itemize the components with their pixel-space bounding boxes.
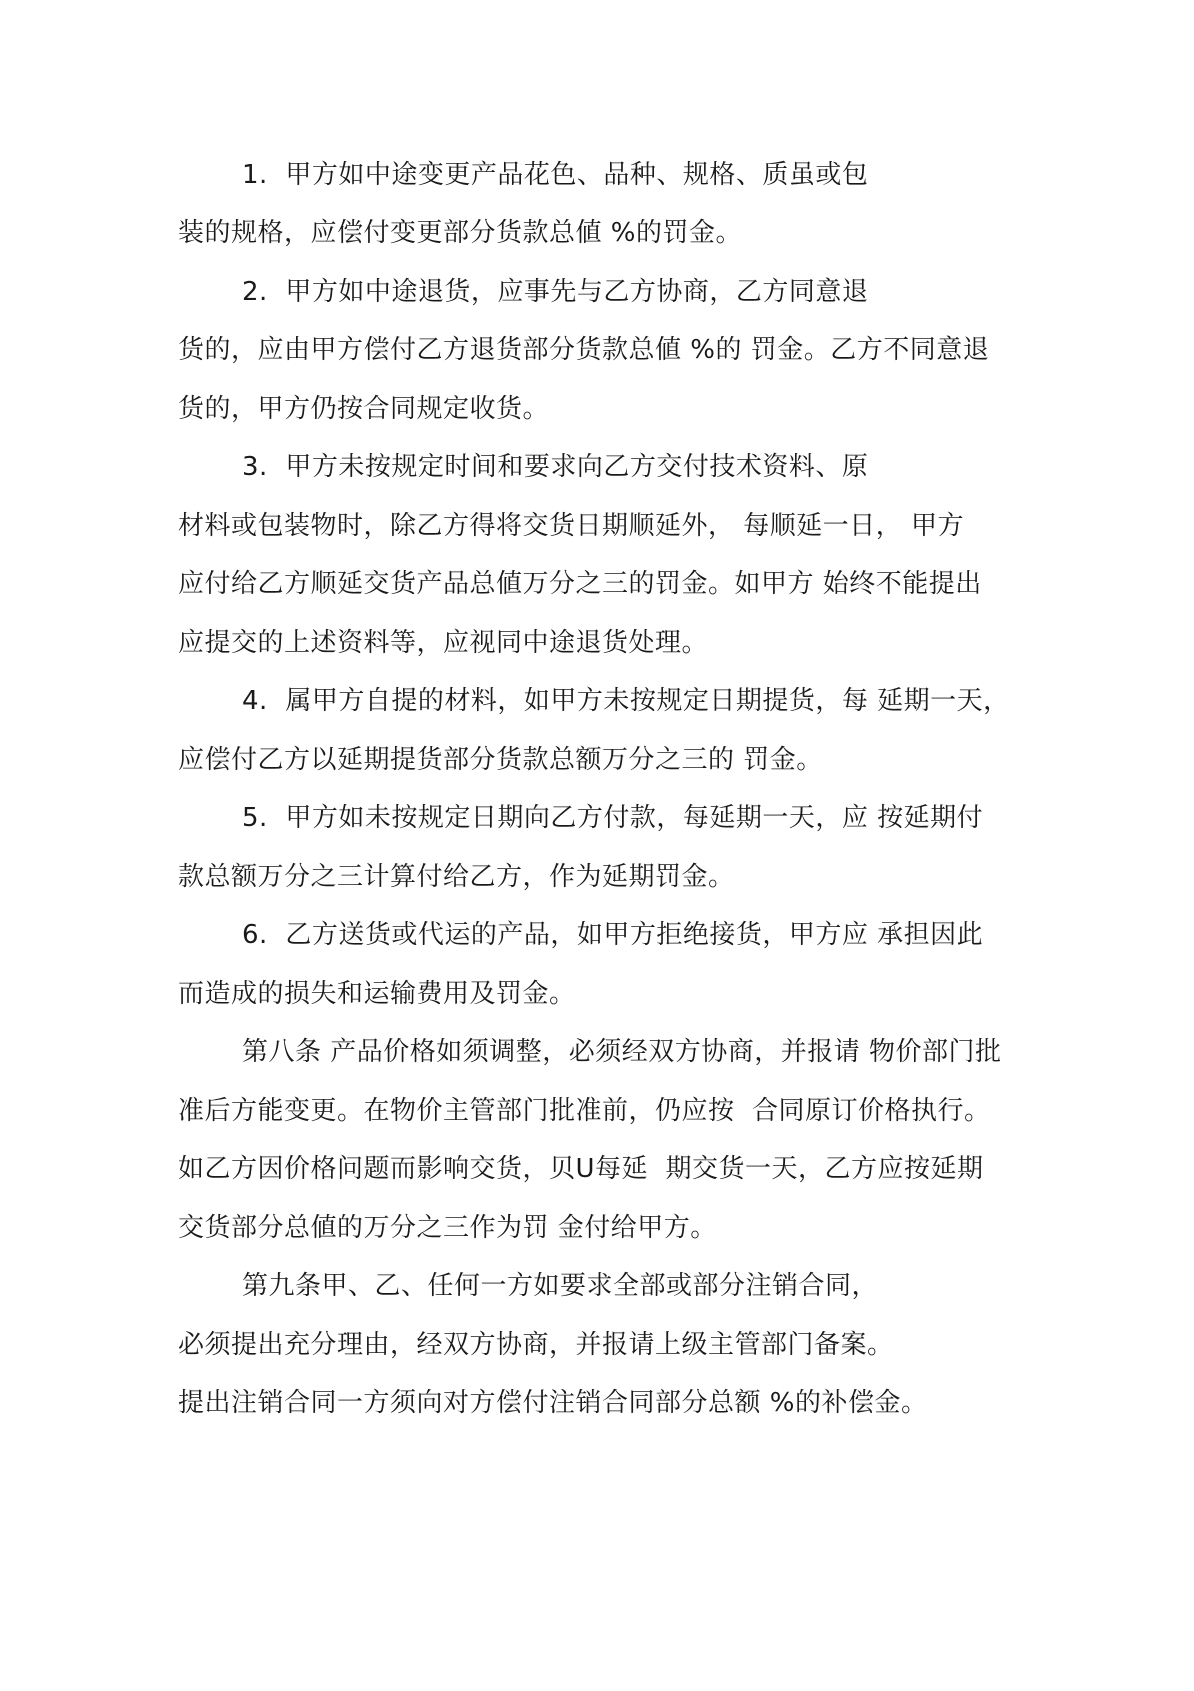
text-line: 必须提出充分理由，经双方协商，并报请上级主管部门备案。 bbox=[178, 1330, 894, 1360]
text-line: 款总额万分之三计算付给乙方，作为延期罚金。 bbox=[178, 862, 735, 892]
text-line: 交货部分总値的万分之三作为罚 金付给甲方。 bbox=[178, 1213, 717, 1243]
text-line: 材料或包装物时，除乙方得将交货日期顺延外， 每顺延一日， 甲方 bbox=[178, 511, 965, 541]
text-line: 装的规格，应偿付变更部分货款总値 %的罚金。 bbox=[178, 218, 742, 248]
text-line: 5. 甲方如未按规定日期向乙方付款，每延期一天，应 按延期付 bbox=[242, 803, 984, 833]
text-line: 应偿付乙方以延期提货部分货款总额万分之三的 罚金。 bbox=[178, 745, 823, 775]
text-line: 3. 甲方未按规定时间和要求向乙方交付技术资料、原 bbox=[242, 452, 869, 482]
text-line: 应付给乙方顺延交货产品总値万分之三的罚金。如甲方 始终不能提出 bbox=[178, 569, 982, 599]
text-line: 货的，应由甲方偿付乙方退货部分货款总値 %的 罚金。乙方不同意退 bbox=[178, 335, 990, 365]
text-line: 2. 甲方如中途退货，应事先与乙方协商，乙方同意退 bbox=[242, 277, 869, 307]
text-line: 第八条 产品价格如须调整，必须经双方协商，并报请 物价部门批 bbox=[242, 1037, 1002, 1067]
text-line: 6. 乙方送货或代运的产品，如甲方拒绝接货，甲方应 承担因此 bbox=[242, 920, 984, 950]
text-line: 第九条甲、乙、任何一方如要求全部或部分注销合同， bbox=[242, 1271, 879, 1301]
text-line: 准后方能变更。在物价主管部门批准前，仍应按 合同原订价格执行。 bbox=[178, 1096, 991, 1126]
text-line: 4. 属甲方自提的材料，如甲方未按规定日期提货，每 延期一天， bbox=[242, 686, 1010, 716]
text-line: 应提交的上述资料等，应视同中途退货处理。 bbox=[178, 628, 709, 658]
text-line: 1. 甲方如中途变更产品花色、品种、规格、质虽或包 bbox=[242, 160, 869, 190]
text-line: 如乙方因价格问题而影响交货，贝U每延 期交货一天，乙方应按延期 bbox=[178, 1154, 984, 1184]
text-line: 而造成的损失和运输费用及罚金。 bbox=[178, 979, 576, 1009]
text-line: 货的，甲方仍按合同规定收货。 bbox=[178, 394, 550, 424]
text-line: 提出注销合同一方须向对方偿付注销合同部分总额 %的补偿金。 bbox=[178, 1388, 928, 1418]
